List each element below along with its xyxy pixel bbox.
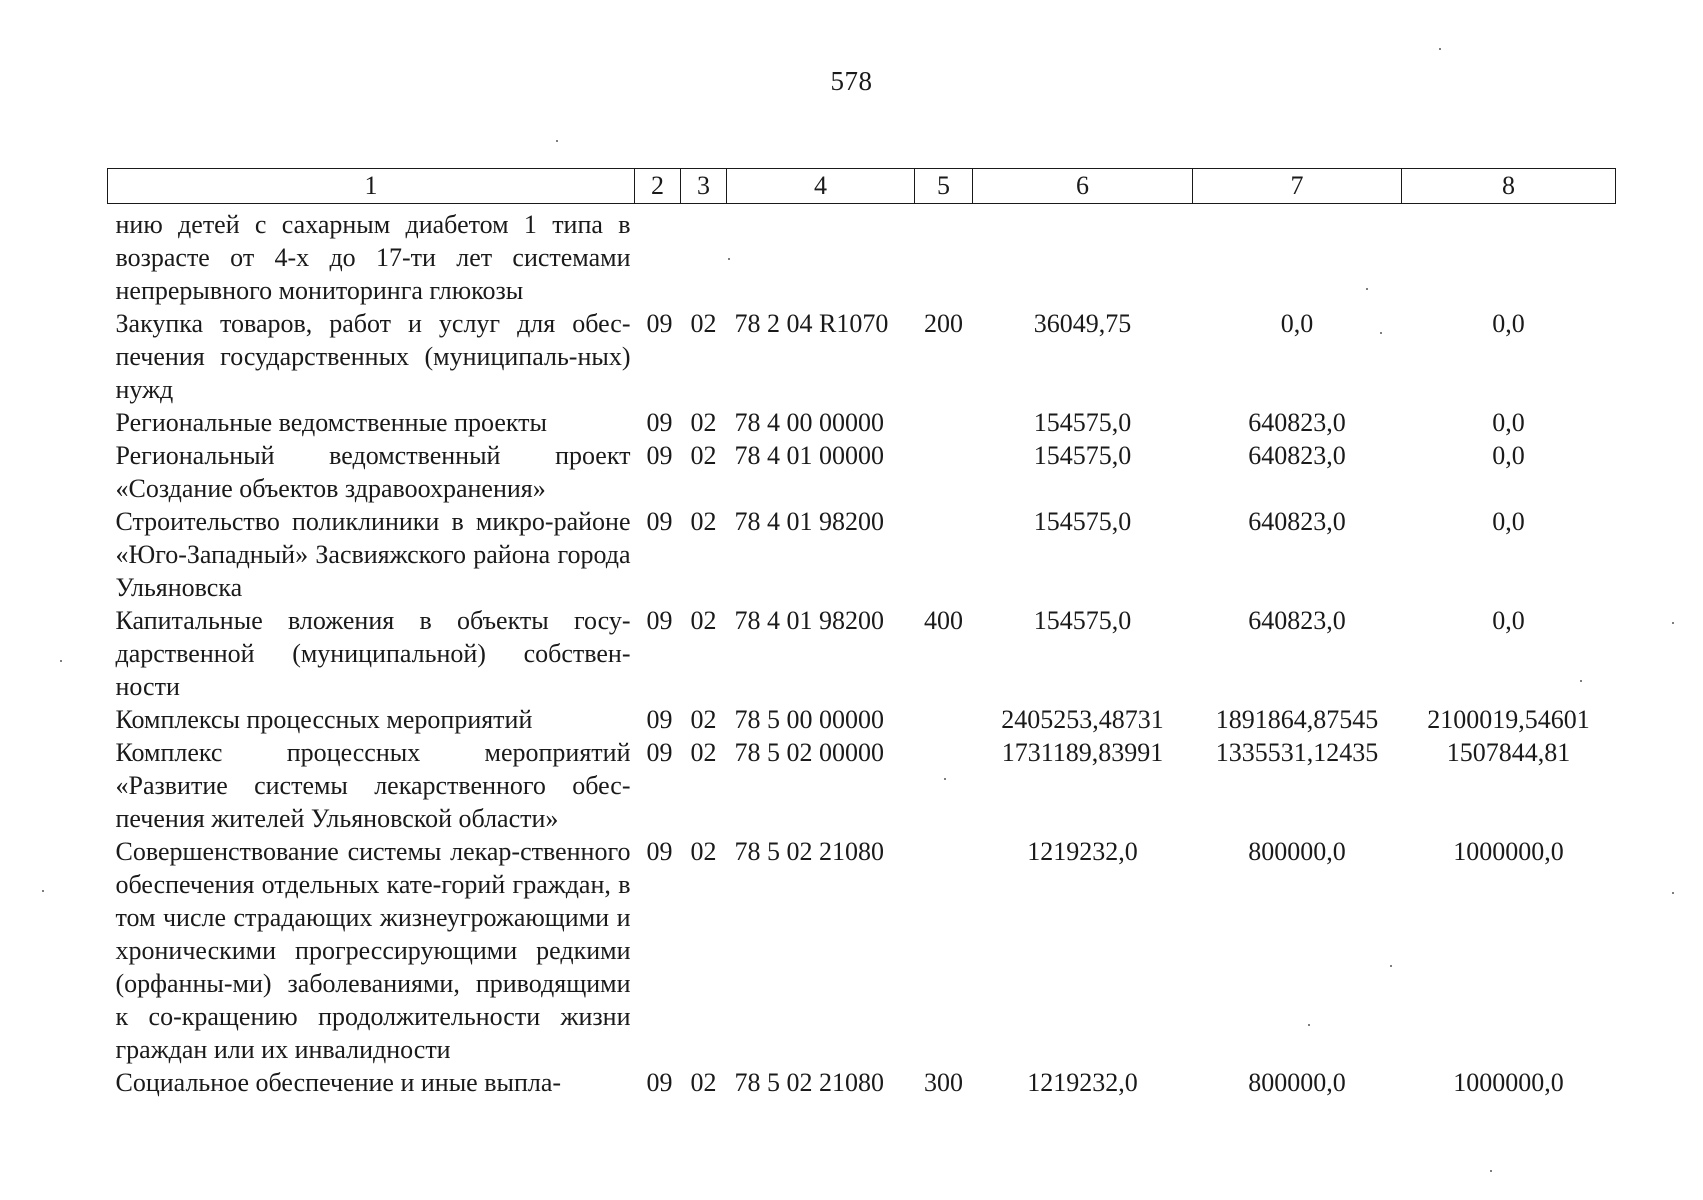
row-expense-type — [915, 439, 973, 505]
header-col-3: 3 — [681, 169, 727, 204]
row-expense-type — [915, 835, 973, 1066]
row-section: 09 — [646, 441, 673, 470]
row-amount-col6: 154575,0 — [1033, 606, 1132, 635]
row-subsection: 02 — [690, 705, 717, 734]
row-amount-col7: 0,0 — [1280, 309, 1314, 338]
row-expense-type — [915, 703, 973, 736]
table-row — [108, 505, 1616, 604]
row-target-article: 78 5 02 21080 — [734, 1068, 884, 1097]
row-section — [635, 204, 681, 308]
row-amount-col8 — [1402, 204, 1616, 308]
scan-speck — [60, 660, 62, 662]
scan-speck — [1380, 332, 1382, 334]
row-name: Социальное обеспечение и иные выпла- — [115, 1068, 562, 1097]
row-target-article: 78 5 02 21080 — [734, 837, 884, 866]
scan-speck — [728, 258, 730, 260]
scan-speck — [1490, 1170, 1492, 1172]
row-target-article: 78 5 02 00000 — [734, 738, 884, 767]
row-name: Комплексы процессных мероприятий — [115, 705, 533, 734]
header-col-6: 6 — [973, 169, 1193, 204]
row-name: Региональный ведомственный проект «Создание объектов здравоохранения» — [115, 441, 631, 503]
scan-speck — [1390, 965, 1392, 967]
header-col-5: 5 — [915, 169, 973, 204]
scan-speck — [1672, 892, 1674, 894]
scan-speck — [42, 890, 44, 892]
row-name: Строительство поликлиники в микро-районе «Юго-Западный» Засвияжского района города Ульяновска — [115, 507, 631, 602]
row-subsection: 02 — [690, 738, 717, 767]
row-expense-type: 400 — [924, 606, 963, 635]
scan-speck — [1580, 680, 1582, 682]
row-amount-col7: 640823,0 — [1248, 606, 1346, 635]
header-col-1: 1 — [108, 169, 635, 204]
header-col-4: 4 — [727, 169, 915, 204]
row-amount-col6: 36049,75 — [1033, 309, 1132, 338]
row-expense-type — [915, 204, 973, 308]
row-expense-type — [915, 406, 973, 439]
row-subsection: 02 — [690, 309, 717, 338]
row-expense-type: 200 — [924, 309, 963, 338]
row-amount-col6 — [973, 204, 1193, 308]
row-target-article: 78 4 00 00000 — [734, 408, 884, 437]
table-row — [108, 204, 1616, 308]
row-amount-col6: 1219232,0 — [1027, 1068, 1138, 1097]
row-expense-type: 300 — [924, 1068, 963, 1097]
table-row — [108, 835, 1616, 1066]
table-row — [108, 406, 1616, 439]
row-section: 09 — [646, 1068, 673, 1097]
row-name: Совершенствование системы лекар-ственного обеспечения отдельных кате-горий граждан, в том числе страдающих жизнеугрожающими и хроническими прогрессирующими редкими (орфанны-ми) заболеваниями, приводящими к со-кращению продолжительности жизни граждан или их инвалидности — [115, 837, 631, 1064]
scan-speck — [944, 778, 946, 780]
row-name: Капитальные вложения в объекты госу-дарственной (муниципальной) собствен-ности — [115, 606, 631, 701]
row-subsection: 02 — [690, 837, 717, 866]
row-amount-col7: 1891864,87545 — [1215, 705, 1379, 734]
row-target-article: 78 2 04 R1070 — [734, 309, 889, 338]
row-subsection: 02 — [690, 507, 717, 536]
row-target-article — [727, 204, 915, 308]
row-amount-col8: 0,0 — [1492, 507, 1525, 536]
row-section: 09 — [646, 705, 673, 734]
row-name: Региональные ведомственные проекты — [115, 408, 547, 437]
row-subsection: 02 — [690, 1068, 717, 1097]
scan-speck — [1672, 622, 1674, 624]
row-name: Комплекс процессных мероприятий «Развитие системы лекарственного обес-печения жителей Ульяновской области» — [115, 738, 631, 833]
row-amount-col6: 154575,0 — [1033, 441, 1132, 470]
row-amount-col6: 1219232,0 — [1027, 837, 1138, 866]
row-section: 09 — [646, 606, 673, 635]
row-amount-col8: 0,0 — [1492, 606, 1525, 635]
row-target-article: 78 4 01 98200 — [734, 606, 884, 635]
page-number: 578 — [830, 66, 873, 96]
table-row — [108, 439, 1616, 505]
row-section: 09 — [646, 507, 673, 536]
row-subsection: 02 — [690, 408, 717, 437]
row-amount-col8: 0,0 — [1492, 441, 1525, 470]
budget-table — [107, 168, 1616, 1099]
row-section: 09 — [646, 837, 673, 866]
scan-speck — [1308, 1024, 1310, 1026]
row-target-article: 78 5 00 00000 — [734, 705, 884, 734]
row-amount-col8: 2100019,54601 — [1427, 705, 1590, 734]
row-amount-col7: 800000,0 — [1248, 1068, 1346, 1097]
row-name: Закупка товаров, работ и услуг для обес-печения государственных (муниципаль-ных) нужд — [115, 309, 631, 404]
row-section: 09 — [646, 309, 673, 338]
row-amount-col7 — [1193, 204, 1402, 308]
row-amount-col8: 0,0 — [1492, 408, 1525, 437]
row-amount-col8: 0,0 — [1492, 309, 1525, 338]
scan-speck — [556, 140, 558, 142]
header-col-8: 8 — [1402, 169, 1616, 204]
row-amount-col7: 640823,0 — [1248, 441, 1346, 470]
row-target-article: 78 4 01 00000 — [734, 441, 884, 470]
row-amount-col6: 154575,0 — [1033, 408, 1132, 437]
table-row — [108, 1066, 1616, 1099]
row-amount-col7: 800000,0 — [1248, 837, 1346, 866]
row-name: нию детей с сахарным диабетом 1 типа в возрасте от 4-х до 17-ти лет системами непрерывного мониторинга глюкозы — [115, 210, 631, 305]
row-amount-col6: 1731189,83991 — [1001, 738, 1164, 767]
row-expense-type — [915, 736, 973, 835]
row-amount-col7: 1335531,12435 — [1215, 738, 1379, 767]
row-target-article: 78 4 01 98200 — [734, 507, 884, 536]
row-section: 09 — [646, 408, 673, 437]
table-row — [108, 307, 1616, 406]
table-header-row — [108, 169, 1616, 204]
row-amount-col8: 1507844,81 — [1446, 738, 1571, 767]
row-amount-col7: 640823,0 — [1248, 507, 1346, 536]
row-subsection — [681, 204, 727, 308]
row-amount-col6: 2405253,48731 — [1001, 705, 1164, 734]
row-subsection: 02 — [690, 606, 717, 635]
table-row — [108, 703, 1616, 736]
row-amount-col7: 640823,0 — [1248, 408, 1346, 437]
row-amount-col8: 1000000,0 — [1453, 837, 1564, 866]
table-row — [108, 604, 1616, 703]
row-amount-col8: 1000000,0 — [1453, 1068, 1564, 1097]
header-col-7: 7 — [1193, 169, 1402, 204]
header-col-2: 2 — [635, 169, 681, 204]
row-expense-type — [915, 505, 973, 604]
row-amount-col6: 154575,0 — [1033, 507, 1132, 536]
scan-speck — [1366, 288, 1368, 290]
row-section: 09 — [646, 738, 673, 767]
scan-speck — [1439, 48, 1441, 50]
table-row — [108, 736, 1616, 835]
row-subsection: 02 — [690, 441, 717, 470]
